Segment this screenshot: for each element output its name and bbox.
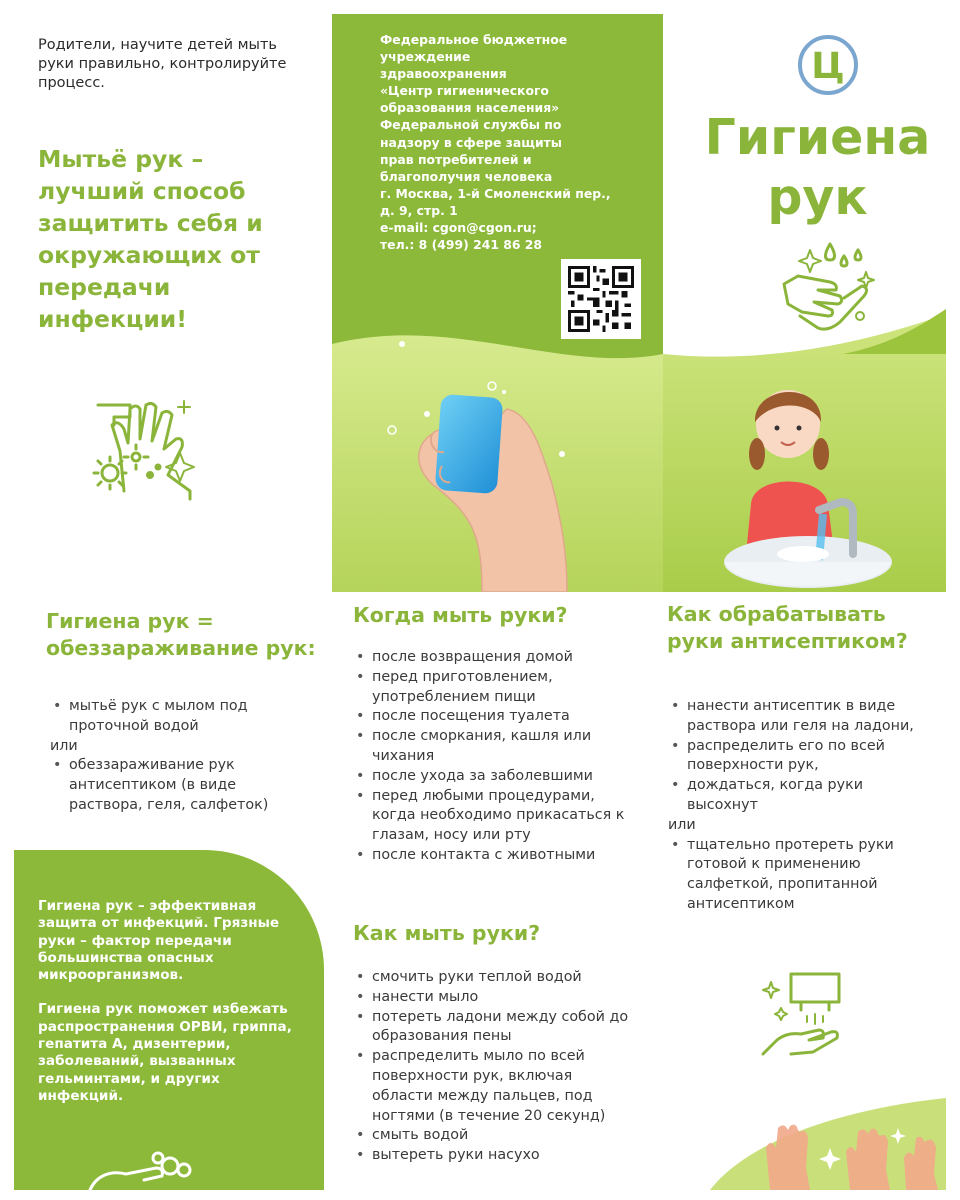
list-item: • после контакта с животными [353,846,633,866]
org-line: образования населения» [380,100,560,116]
when-to-wash-heading: Когда мыть руки? [353,603,568,627]
hygiene-info-paragraph: Гигиена рук поможет избежать распространения ОРВИ, гриппа, гепатита А, дизентерии, заболеваний, вызванных гельминтами, и других инфекций. [38,1001,292,1104]
list-item: • тщательно протереть руки готовой к применению салфеткой, пропитанной антисептиком [668,836,933,915]
list-item: • распределить его по всей поверхности рук, [668,737,933,777]
org-line: Федеральной службы по [380,117,562,133]
hygiene-info-text [38,898,300,1105]
antiseptic-steps [668,697,933,915]
or-label: или [50,737,78,754]
list-item: • после посещения туалета [353,707,633,727]
org-line: «Центр гигиенического [380,83,549,99]
how-to-wash-heading: Как мыть руки? [353,921,541,945]
lead-slogan: Мытьё рук – лучший способ защитить себя и окружающих от передачи инфекции! [38,145,263,333]
cgon-logo [797,34,859,96]
list-item: • после возвращения домой [353,648,633,668]
org-line: учреждение [380,49,471,65]
hygiene-methods [50,697,310,816]
parents-note: Родители, научите детей мыть руки правильно, контролируйте процесс. [38,37,287,91]
qr-code-pattern [568,266,634,332]
list-item: • после ухода за заболевшими [353,767,633,787]
list-item: • перед приготовлением, употреблением пищи [353,668,633,708]
when-to-wash-list [353,648,633,866]
org-line: благополучия человека [380,168,553,184]
org-line: надзору в сфере защиты [380,134,563,150]
org-line: здравоохранения [380,66,507,82]
list-item: • после сморкания, кашля или чихания [353,727,633,767]
cover-title: Гигиена рук [704,109,931,226]
virus-hand-icon [90,395,202,503]
raised-hands-drawing [710,1098,946,1190]
how-to-wash-list [353,968,633,1166]
organization-info [380,31,640,253]
soap-hands-icon [86,1150,206,1190]
list-item: • вытереть руки насухо [353,1146,633,1166]
org-address: г. Москва, 1-й Смоленский пер., [380,185,611,201]
list-item: • распределить мыло по всей поверхности рук, включая области между пальцев, под ногтями (в течение 20 секунд) [353,1047,633,1126]
hygiene-definition-heading: Гигиена рук = обеззараживание рук: [46,609,316,660]
hygiene-info-paragraph: Гигиена рук – эффективная защита от инфекций. Грязные руки – фактор передачи большинства опасных микроорганизмов. [38,898,280,984]
list-item: • смочить руки теплой водой [353,968,633,988]
logo-letter: Ц [811,46,845,87]
list-item: • смыть водой [353,1126,633,1146]
or-label: или [668,816,696,833]
list-item: • нанести антисептик в виде раствора или геля на ладони, [668,697,933,737]
raised-hands-illustration [710,1098,946,1190]
org-phone[interactable]: тел.: 8 (499) 241 86 28 [380,237,543,253]
org-email[interactable]: e-mail: cgon@cgon.ru; [380,220,537,236]
org-line: Федеральное бюджетное [380,32,568,47]
hand-dispenser-icon [757,968,847,1058]
method-item: • обеззараживание рук антисептиком (в виде раствора, геля, салфеток) [50,756,310,815]
list-item: • нанести мыло [353,988,633,1008]
org-line: прав потребителей и [380,151,532,167]
antiseptic-heading: Как обрабатывать руки антисептиком? [667,602,908,653]
list-item: • дождаться, когда руки высохнут [668,776,933,816]
qr-code[interactable] [561,259,641,339]
list-item: • перед любыми процедурами, когда необходимо прикасаться к глазам, носу или рту [353,787,633,846]
method-item: • мытьё рук с мылом под проточной водой [50,697,310,737]
org-address: д. 9, стр. 1 [380,202,458,218]
list-item: • потереть ладони между собой до образования пены [353,1008,633,1048]
washing-hands-icon [778,238,876,334]
